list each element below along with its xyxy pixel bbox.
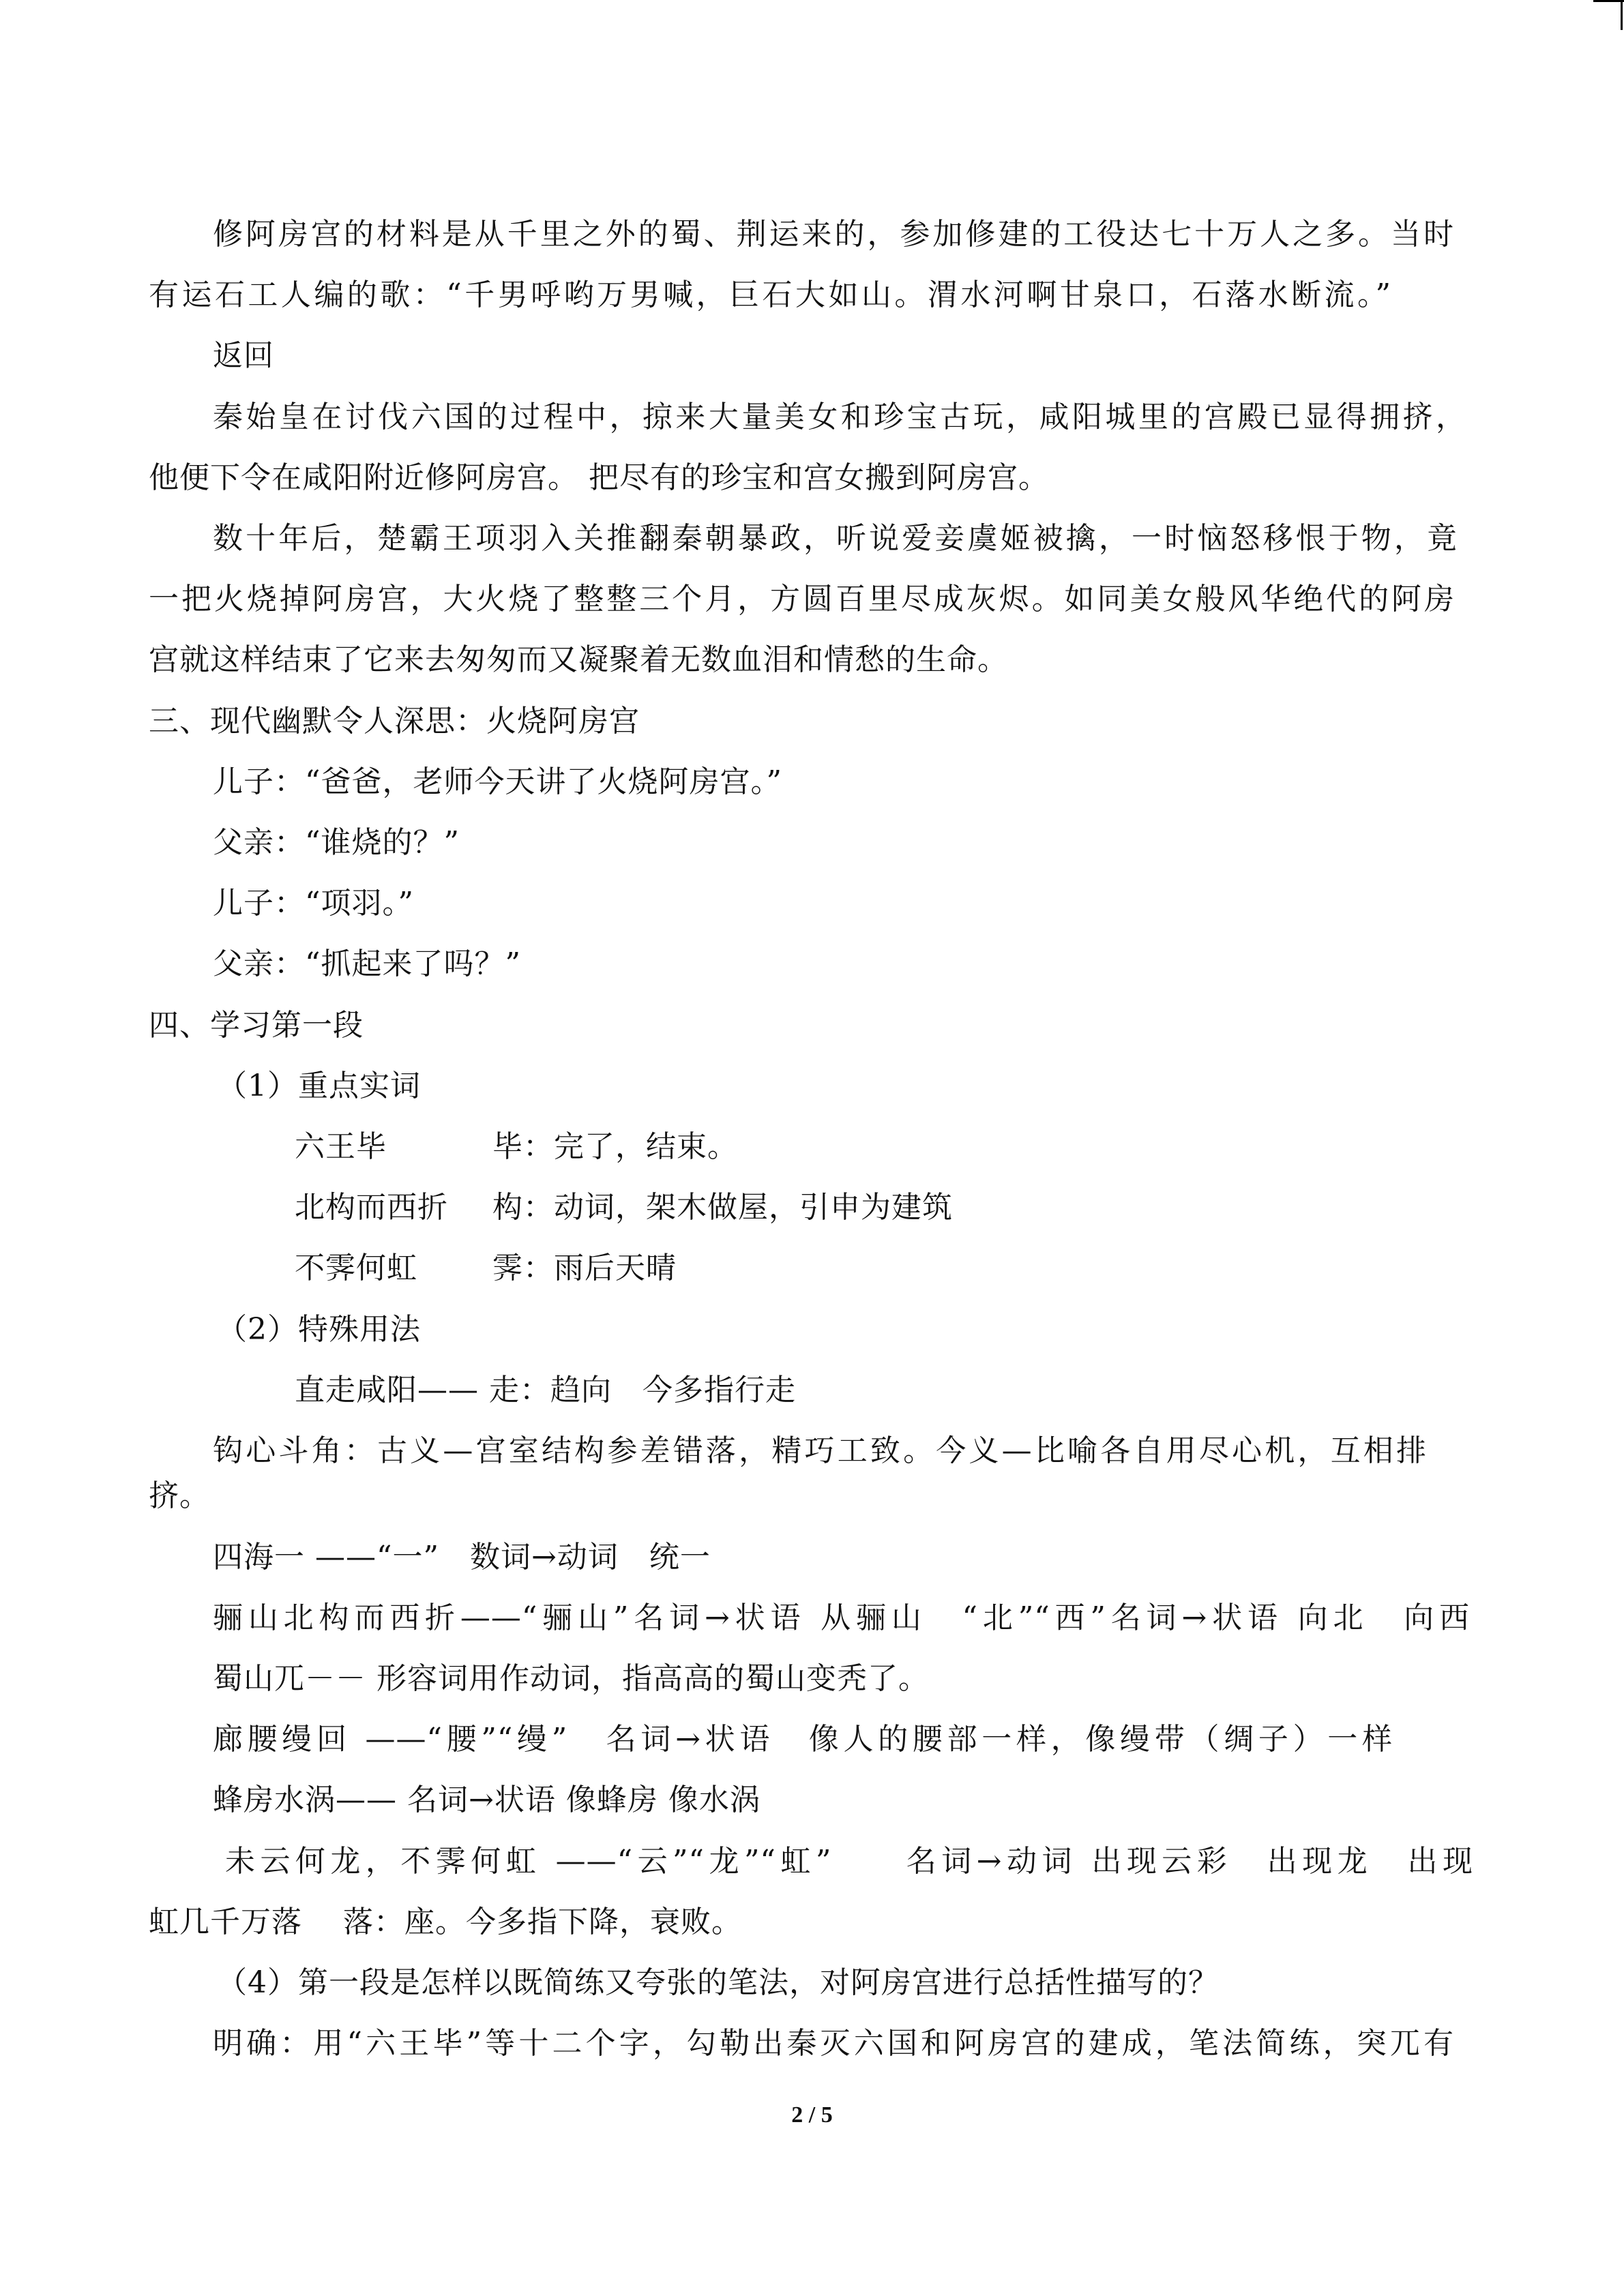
paragraph-line: 一把火烧掉阿房宫，大火烧了整整三个月，方圆百里尽成灰烬。如同美女般风华绝代的阿房 [149, 582, 1455, 616]
usage-line: 四海一 ——“一” 数词→动词 统一 [213, 1540, 711, 1575]
vocab-term: 六王毕 [295, 1129, 387, 1164]
usage-line: 未云何龙，不霁何虹 ——“云”“龙”“虹” 名词→动词 出现云彩 出现龙 出现 [225, 1844, 1473, 1879]
page-number: 2 / 5 [791, 2102, 833, 2128]
paragraph-line: 修阿房宫的材料是从千里之外的蜀、荆运来的，参加修建的工役达七十万人之多。当时 [213, 217, 1454, 252]
dialogue-line: 父亲：“谁烧的？” [213, 825, 460, 860]
usage-line: 挤。 [149, 1478, 210, 1513]
vocab-term: 不霁何虹 [295, 1251, 417, 1285]
paragraph-line: 宫就这样结束了它来去匆匆而又凝聚着无数血泪和情愁的生命。 [149, 642, 1008, 677]
paragraph-line: 数十年后，楚霸王项羽入关推翻秦朝暴政，听说爱妾虞姬被擒，一时恼怒移恨于物，竟 [213, 521, 1458, 556]
dialogue-line: 儿子：“项羽。” [213, 886, 414, 921]
section-heading: 四、学习第一段 [149, 1008, 364, 1043]
dialogue-line: 父亲：“抓起来了吗？” [213, 946, 521, 981]
paragraph-line: 秦始皇在讨伐六国的过程中，掠来大量美女和珍宝古玩，咸阳城里的宫殿已显得拥挤， [213, 400, 1466, 434]
usage-line: 蜀山兀－－ 形容词用作动词，指高高的蜀山变秃了。 [213, 1661, 929, 1696]
usage-line: 廊腰缦回 ——“腰”“缦” 名词→状语 像人的腰部一样，像缦带（绸子）一样 [213, 1722, 1393, 1757]
question-line: （4）第一段是怎样以既简练又夸张的笔法，对阿房宫进行总括性描写的？ [217, 1965, 1219, 2000]
usage-line: 虹几千万落 落：座。今多指下降，衰败。 [149, 1905, 742, 1939]
dialogue-line: 儿子：“爸爸，老师今天讲了火烧阿房宫。” [213, 764, 782, 799]
vocab-term: 北构而西折 [295, 1190, 448, 1225]
vocab-definition: 毕：完了，结束。 [492, 1129, 738, 1164]
corner-mark-top-right-vertical [1621, 0, 1623, 30]
paragraph-line: 他便下令在咸阳附近修阿房宫。 把尽有的珍宝和宫女搬到阿房宫。 [149, 460, 1049, 495]
paragraph-line: 返回 [213, 338, 274, 373]
usage-line: 骊山北构而西折——“骊山”名词→状语 从骊山 “北”“西”名词→状语 向北 向西 [213, 1600, 1470, 1635]
section-heading: 三、现代幽默令人深思：火烧阿房宫 [149, 704, 640, 739]
corner-mark-top-right-horizontal [1593, 0, 1624, 2]
subsection-heading: （1）重点实词 [217, 1069, 421, 1103]
vocab-definition: 霁：雨后天晴 [492, 1251, 677, 1285]
subsection-heading: （2）特殊用法 [217, 1312, 421, 1347]
vocab-definition: 构：动词，架木做屋，引申为建筑 [492, 1190, 953, 1225]
paragraph-line: 有运石工人编的歌：“千男呼哟万男喊，巨石大如山。渭水河啊甘泉口，石落水断流。” [149, 278, 1391, 312]
answer-line: 明确：用“六王毕”等十二个字，勾勒出秦灭六国和阿房宫的建成，笔法简练，突兀有 [213, 2026, 1454, 2061]
usage-line: 蜂房水涡—— 名词→状语 像蜂房 像水涡 [213, 1783, 761, 1817]
usage-line: 钩心斗角：古义—宫室结构参差错落，精巧工致。今义—比喻各自用尽心机，互相排 [213, 1433, 1427, 1468]
usage-line: 直走咸阳—— 走：趋向 今多指行走 [295, 1373, 796, 1407]
